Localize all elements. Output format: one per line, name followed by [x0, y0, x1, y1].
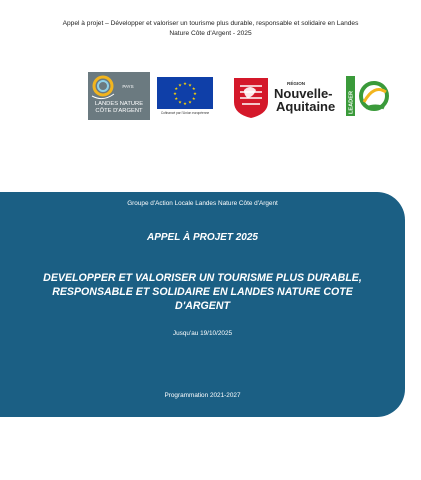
eu-caption: Cofinancé par l'Union européenne	[160, 111, 210, 115]
header-line-2: Nature Côte d'Argent - 2025	[169, 29, 252, 37]
main-title-line-1: DEVELOPPER ET VALORISER UN TOURISME PLUS DURABLE,	[43, 272, 362, 284]
svg-text:★: ★	[193, 91, 197, 96]
document-header	[20, 19, 401, 38]
svg-text:★: ★	[178, 82, 182, 88]
main-title	[0, 271, 405, 313]
svg-text:★: ★	[174, 86, 179, 91]
svg-text:★: ★	[173, 91, 177, 96]
title-banner	[0, 192, 405, 417]
svg-text:★: ★	[191, 86, 196, 91]
deadline: Jusqu'au 19/10/2025	[172, 330, 233, 337]
svg-text:★: ★	[178, 99, 182, 105]
svg-text:★: ★	[183, 81, 187, 86]
leader-logo	[344, 74, 392, 118]
eu-flag-logo	[156, 76, 214, 116]
svg-text:★: ★	[174, 96, 179, 101]
pays-landes-nature-logo	[88, 72, 150, 120]
region-name-line-1: Nouvelle-	[274, 86, 333, 101]
svg-text:★: ★	[191, 96, 196, 101]
main-title-line-2: RESPONSABLE ET SOLIDAIRE EN LANDES NATURE COTE	[52, 286, 353, 298]
pays-label: PAYS	[122, 84, 134, 89]
region-label: RÉGION	[287, 81, 306, 86]
eu-stars-icon	[157, 77, 213, 109]
programmation: Programmation 2021-2027	[164, 392, 241, 399]
main-title-line-3: D'ARGENT	[175, 300, 230, 312]
region-name-line-2: Aquitaine	[276, 99, 336, 114]
group-label: Groupe d'Action Locale Landes Nature Côte d'Argent	[127, 200, 278, 207]
svg-text:★: ★	[188, 99, 192, 105]
pays-name-line-2: CÔTE D'ARGENT	[95, 108, 143, 114]
header-line-1: Appel à projet – Développer et valoriser un tourisme plus durable, responsable et solidaire en Landes	[62, 20, 359, 27]
leader-label: LEADER	[348, 91, 355, 114]
region-nouvelle-aquitaine-logo	[232, 76, 342, 118]
svg-text:★: ★	[183, 101, 187, 106]
svg-text:★: ★	[188, 82, 192, 88]
appel-heading: APPEL À PROJET 2025	[147, 232, 258, 243]
pays-name-line-1: LANDES NATURE	[94, 101, 144, 107]
eu-flag	[157, 77, 213, 109]
